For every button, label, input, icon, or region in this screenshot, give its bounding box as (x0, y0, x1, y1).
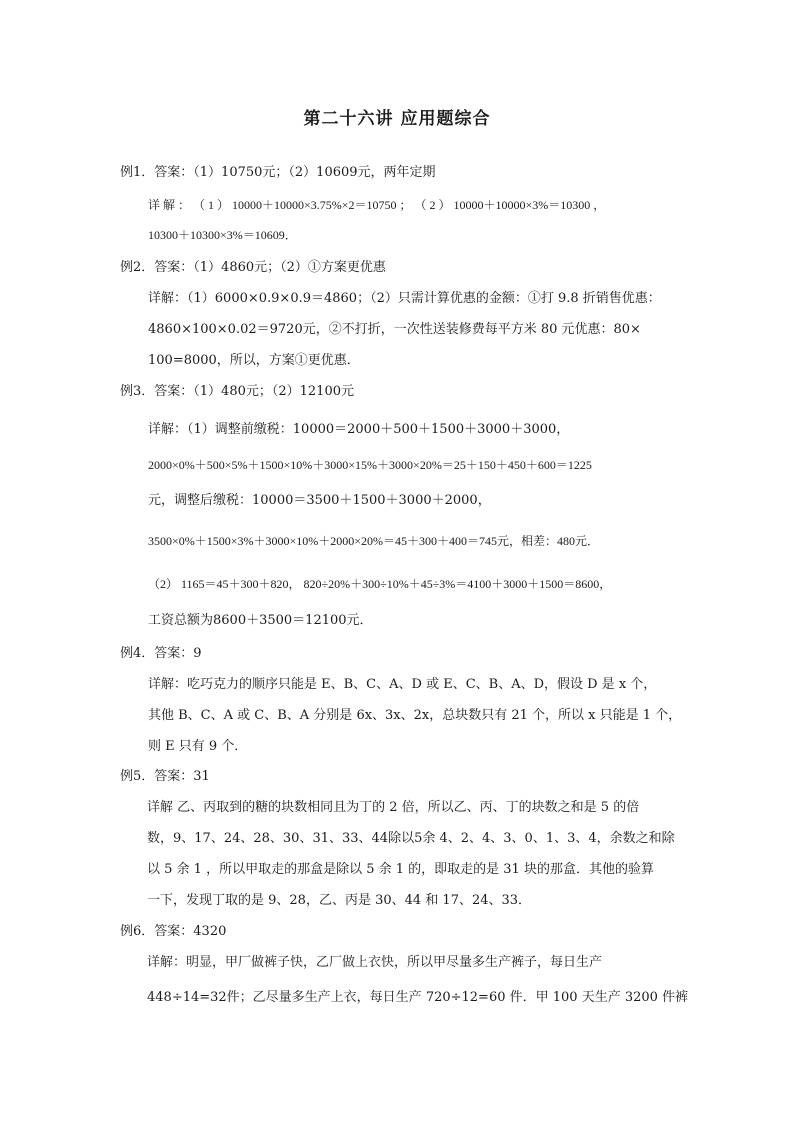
example-6-detail-line-2: 448÷14=32件；乙尽量多生产上衣，每日生产 720÷12=60 件．甲 100 天生产 3200 件裤 (147, 990, 689, 1005)
example-2-detail-line-1: 详解：（1）6000×0.9×0.9＝4860；（2）只需计算优惠的金额：①打 9.8 折销售优惠： (148, 291, 661, 306)
example-4-detail-line-2: 其他 B、C、A 或 C、B、A 分别是 6x、3x、2x，总块数只有 21 个，所以 x 只能是 1 个， (148, 708, 682, 723)
example-1-detail-line-2: 10300＋10300×3%＝10609． (148, 228, 297, 242)
example-5-detail-line-2: 数，9、17、24、28、30、31、33、44除以5余 4、2、4、3、0、1、3、4，余数之和除 (147, 831, 675, 846)
example-4-detail-line-1: 详解：吃巧克力的顺序只能是 E、B、C、A、D 或 E、C、B、A、D，假设 D 是 x 个， (148, 677, 657, 692)
example-6-answer: 例6．答案：4320 (120, 924, 227, 939)
example-4-detail-line-3: 则 E 只有 9 个． (148, 739, 248, 754)
example-1-detail-line-1: 详 解 ： （ 1 ） 10000＋10000×3.75%×2＝10750 ； （ 2 ） 10000＋10000×3%＝10300 ， (148, 198, 606, 212)
example-3-detail-line-3: 元，调整后缴税：10000＝3500＋1500＋3000＋2000， (148, 493, 491, 508)
example-1-answer: 例1．答案：（1）10750元；（2）10609元，两年定期 (120, 165, 436, 180)
example-3-detail-line-1: 详解：（1）调整前缴税：10000＝2000＋500＋1500＋3000＋3000， (148, 422, 570, 437)
example-3-answer: 例3．答案：（1）480元；（2）12100元 (120, 384, 354, 399)
example-5-answer: 例5．答案：31 (120, 769, 210, 784)
page-title: 第二十六讲 应用题综合 (303, 109, 491, 129)
example-5-detail-line-1: 详解 乙、丙取到的糖的块数相同且为丁的 2 倍，所以乙、丙、丁的块数之和是 5 的倍 (147, 800, 640, 815)
example-2-detail-line-2: 4860×100×0.02＝9720元，②不打折，一次性送装修费每平方米 80 元优惠：80× (148, 322, 641, 337)
example-3-detail-line-4: 3500×0%＋1500×3%＋3000×10%＋2000×20%＝45＋300＋400＝745元，相差：480元． (148, 534, 600, 548)
example-6-detail-line-1: 详解：明显，甲厂做裤子快，乙厂做上衣快，所以甲尽量多生产裤子，每日生产 (147, 955, 603, 970)
example-2-answer: 例2．答案：（1）4860元；（2）①方案更优惠 (120, 260, 386, 275)
example-5-detail-line-3: 以 5 余 1 ，所以甲取走的那盒是除以 5 余 1 的，即取走的是 31 块的那盒．其他的验算 (147, 862, 654, 877)
example-3-detail-line-6: 工资总额为8600＋3500＝12100元． (148, 613, 373, 628)
example-5-detail-line-4: 一下，发现丁取的是 9、28，乙、丙是 30、44 和 17、24、33． (147, 893, 532, 908)
example-2-detail-line-3: 100=8000，所以，方案①更优惠． (148, 353, 360, 368)
example-3-detail-line-2: 2000×0%＋500×5%＋1500×10%＋3000×15%＋3000×20%＝25＋150＋450＋600＝1225 (148, 458, 592, 472)
example-3-detail-line-5: （2） 1165＝45＋300＋820， 820÷20%＋300÷10%＋45÷3%＝4100＋3000＋1500＝8600， (148, 577, 612, 591)
example-4-answer: 例4．答案：9 (120, 646, 202, 661)
